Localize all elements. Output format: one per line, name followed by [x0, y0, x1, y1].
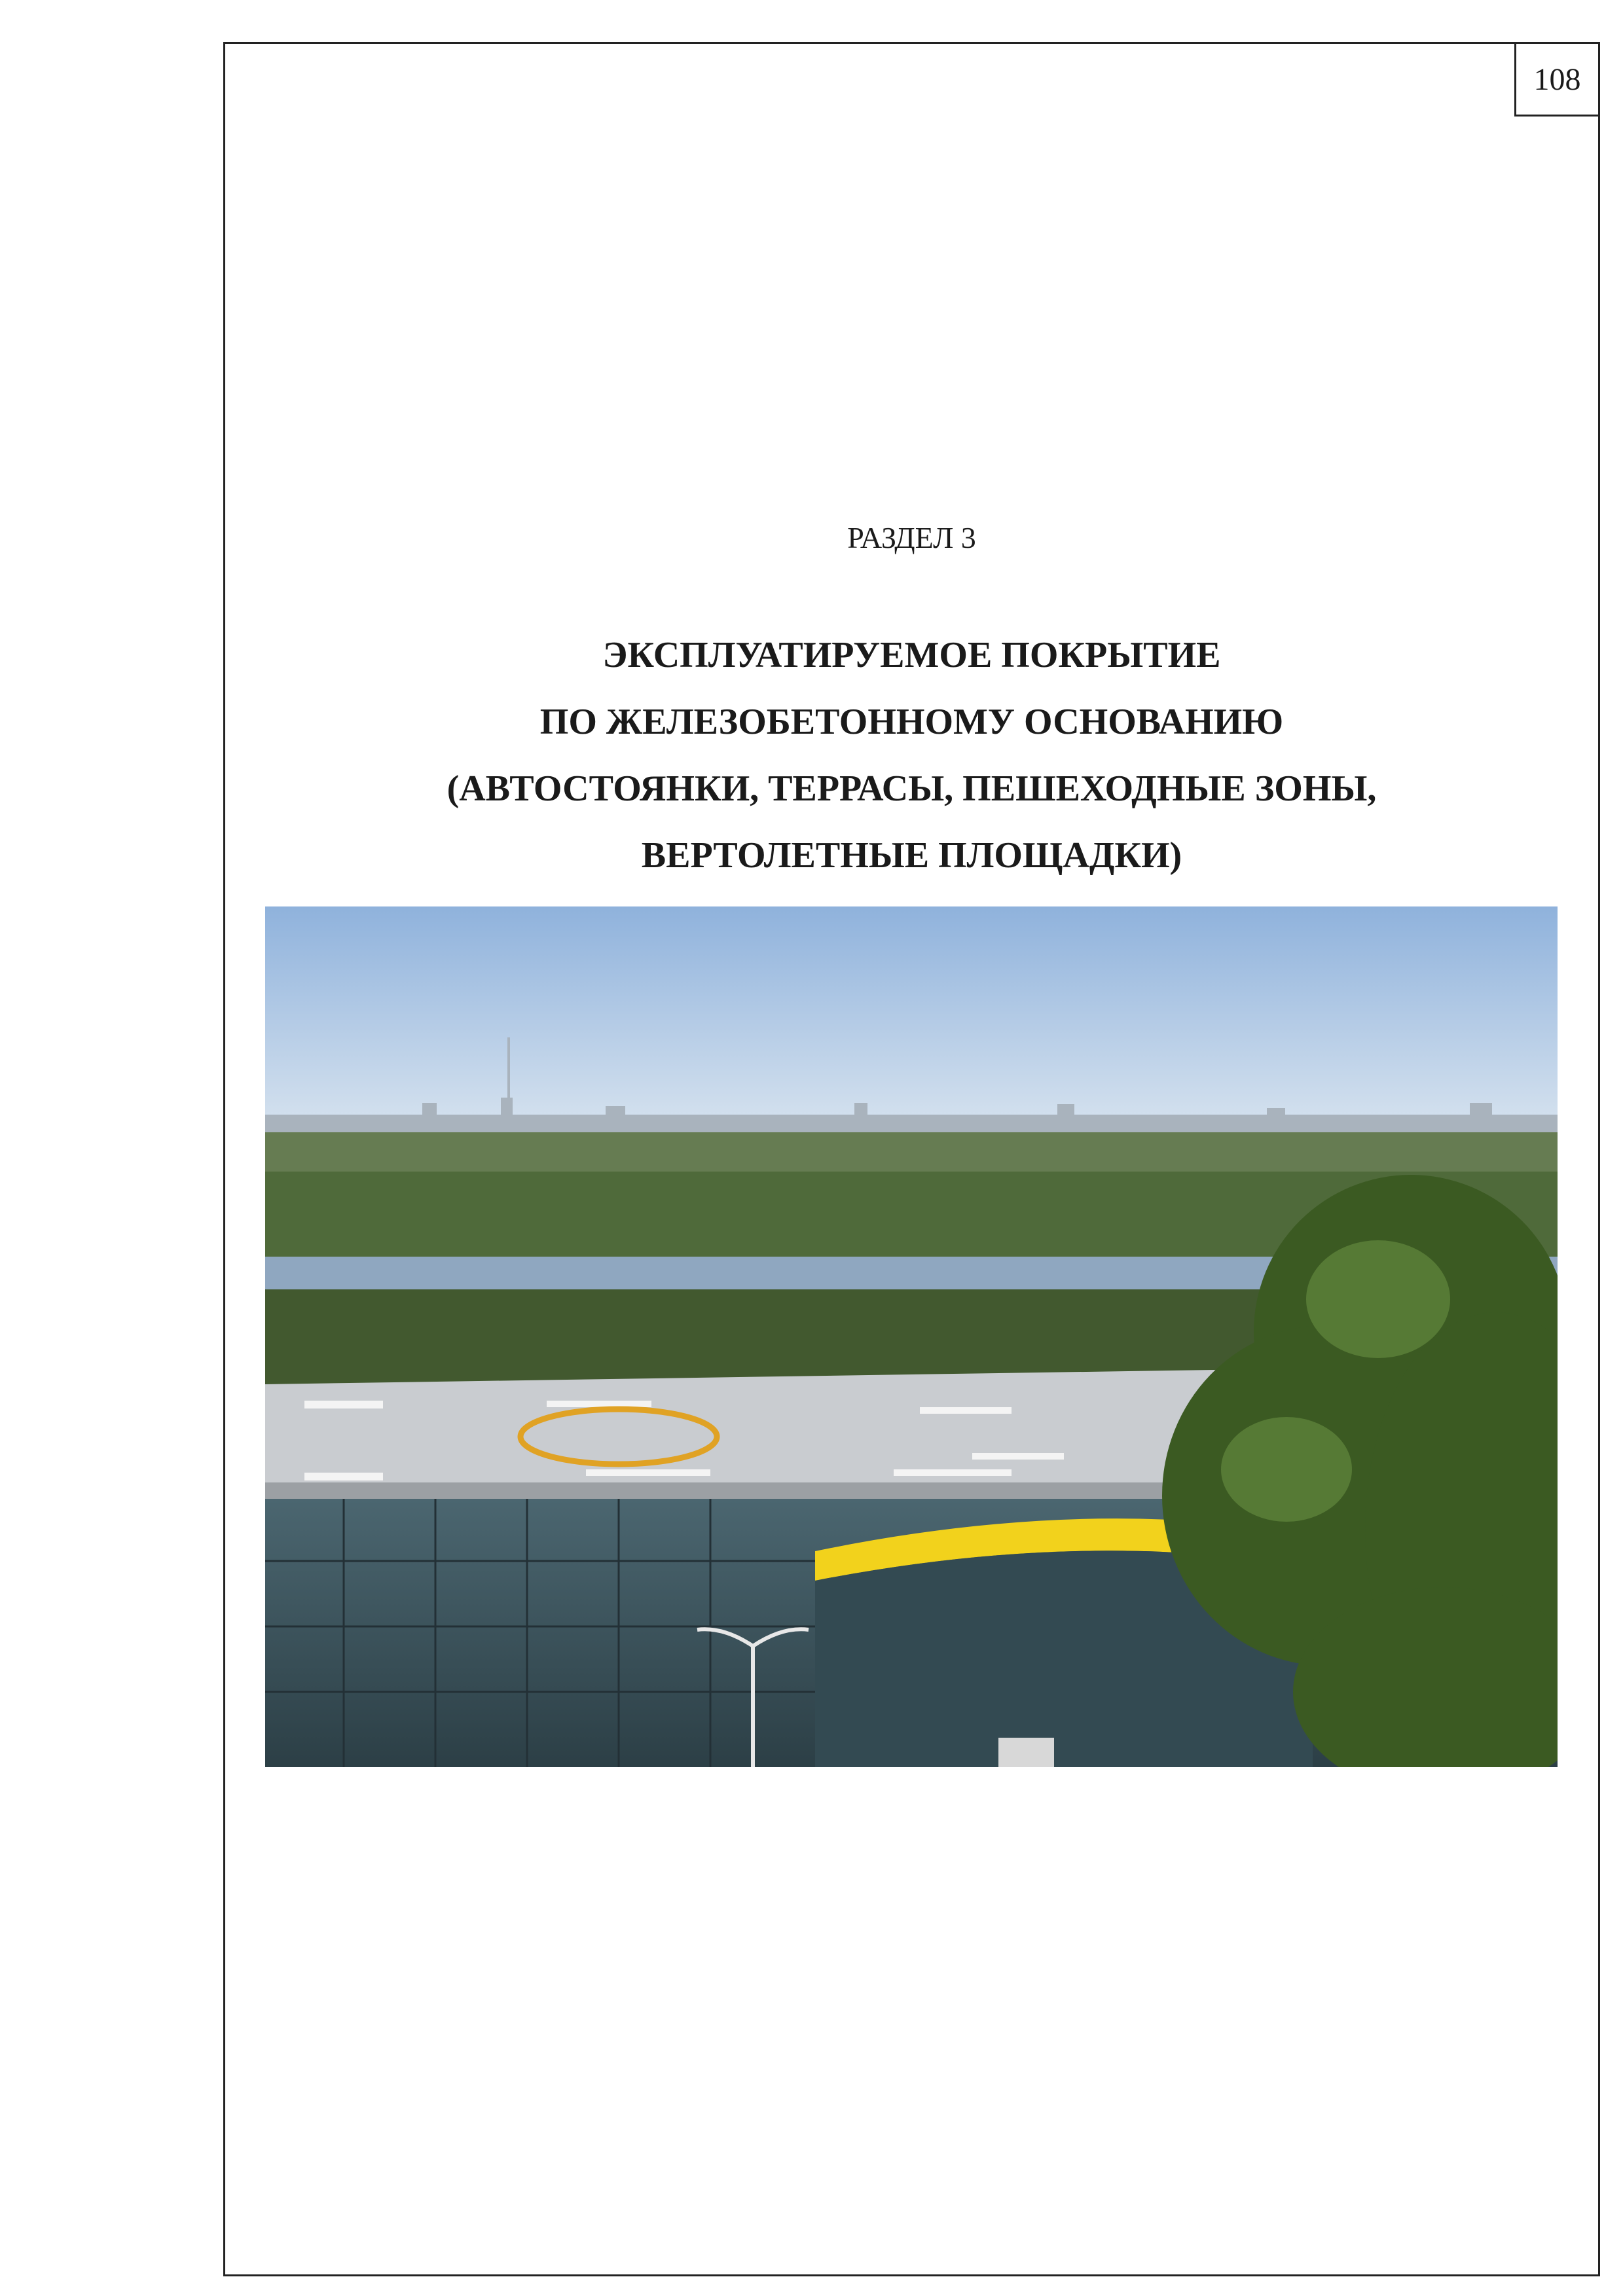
- page-number: 108: [1514, 42, 1600, 117]
- title-line-4: ВЕРТОЛЕТНЫЕ ПЛОЩАДКИ): [641, 835, 1182, 876]
- helipad-photo-illustration: [265, 906, 1558, 1767]
- title-line-1: ЭКСПЛУАТИРУЕМОЕ ПОКРЫТИЕ: [602, 635, 1221, 675]
- page-title: [223, 622, 1600, 889]
- helipad-photo: [265, 906, 1558, 1767]
- title-line-2: ПО ЖЕЛЕЗОБЕТОННОМУ ОСНОВАНИЮ: [539, 702, 1284, 742]
- rooftop-unit: [998, 1738, 1054, 1767]
- sky: [265, 906, 1558, 1132]
- section-label: РАЗДЕЛ 3: [847, 521, 976, 554]
- title-line-3: (АВТОСТОЯНКИ, ТЕРРАСЫ, ПЕШЕХОДНЫЕ ЗОНЫ,: [447, 768, 1377, 809]
